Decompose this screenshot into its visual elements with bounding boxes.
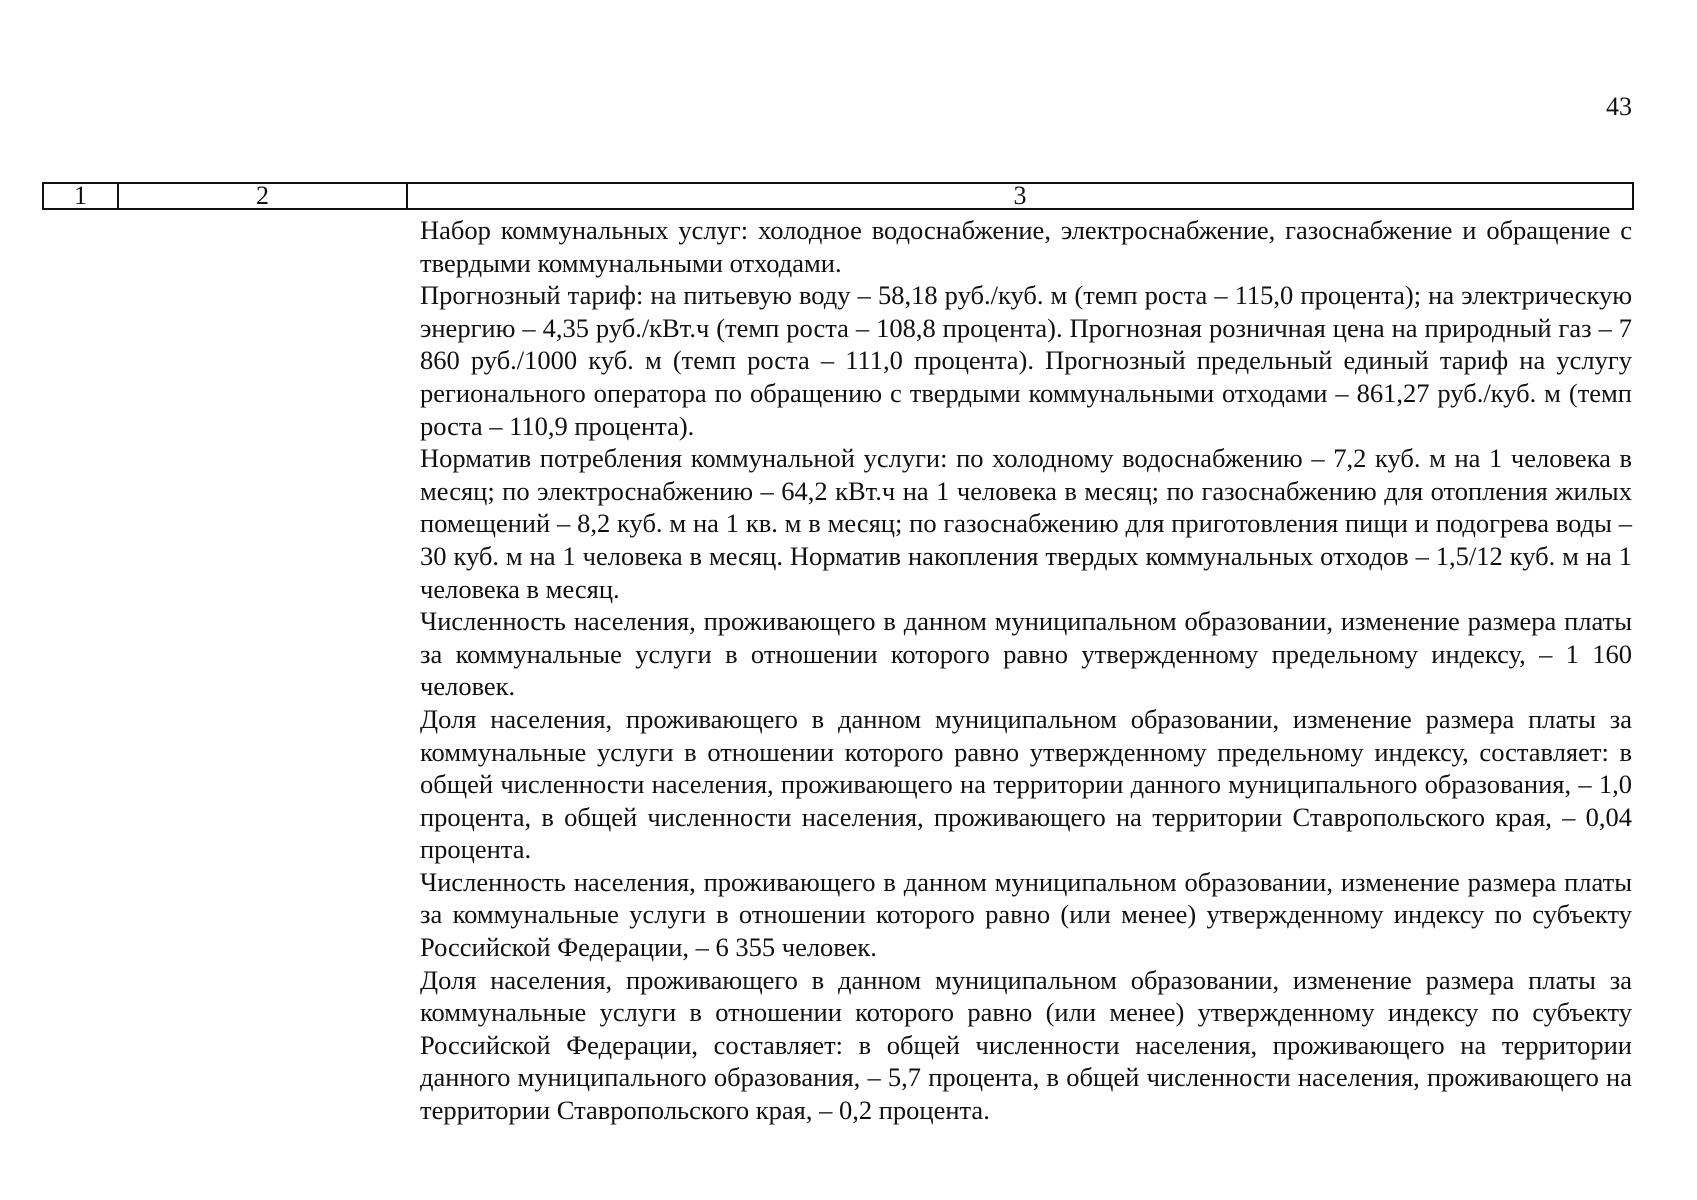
table-cell-content <box>420 214 1632 1127</box>
paragraph-utility-set: Набор коммунальных услуг: холодное водоснабжение, электроснабжение, газоснабжение и обращение с твердыми коммунальными отходами. <box>420 215 1632 278</box>
paragraph-share-at-or-below-index: Доля населения, проживающего в данном муниципальном образовании, изменение размера платы за коммунальные услуги в отношении которого равно (или менее) утвержденному индексу по субъекту Российской Федерации, составляет: в общей численности населения, проживающего на территории данного муниципального образования, – 5,7 процента, в общей численности населения, проживающего на территории Ставропольского края, – 0,2 процента. <box>420 964 1632 1126</box>
table-header-col-1: 1 <box>44 184 119 208</box>
paragraph-forecast-tariff: Прогнозный тариф: на питьевую воду – 58,18 руб./куб. м (темп роста – 115,0 процента); на электрическую энергию – 4,35 руб./кВт.ч (темп роста – 108,8 процента). Прогнозная розничная цена на природный газ – 7 860 руб./1000 куб. м (темп роста – 111,0 процента). Прогнозный предельный единый тариф на услугу регионального оператора по обращению с твердыми коммунальными отходами – 861,27 руб./куб. м (темп роста – 110,9 процента). <box>420 280 1632 441</box>
table-header-row <box>42 182 1634 210</box>
paragraph-share-at-limit: Доля населения, проживающего в данном муниципальном образовании, изменение размера платы за коммунальные услуги в отношении которого равно утвержденному предельному индексу, составляет: в общей численности населения, проживающего на территории данного муниципального образования, – 1,0 процента, в общей численности населения, проживающего на территории Ставропольского края, – 0,04 процента. <box>420 703 1632 865</box>
paragraph-consumption-norm: Норматив потребления коммунальной услуги: по холодному водоснабжению – 7,2 куб. м на 1 человека в месяц; по электроснабжению – 64,2 кВт.ч на 1 человека в месяц; по газоснабжению для отопления жилых помещений – 8,2 куб. м на 1 кв. м в месяц; по газоснабжению для приготовления пищи и подогрева воды – 30 куб. м на 1 человека в месяц. Норматив накопления твердых коммунальных отходов – 1,5/12 куб. м на 1 человека в месяц. <box>420 443 1632 604</box>
paragraph-population-at-or-below-index: Численность населения, проживающего в данном муниципальном образовании, изменение размера платы за коммунальные услуги в отношении которого равно (или менее) утвержденному индексу по субъекту Российской Федерации, – 6 355 человек. <box>420 866 1632 963</box>
page-number: 43 <box>1606 92 1632 121</box>
table-header-col-2: 2 <box>119 184 408 208</box>
table-header-col-3: 3 <box>1013 184 1027 208</box>
paragraph-population-at-limit: Численность населения, проживающего в данном муниципальном образовании, изменение размера платы за коммунальные услуги в отношении которого равно утвержденному предельному индексу, – 1 160 человек. <box>420 606 1632 702</box>
